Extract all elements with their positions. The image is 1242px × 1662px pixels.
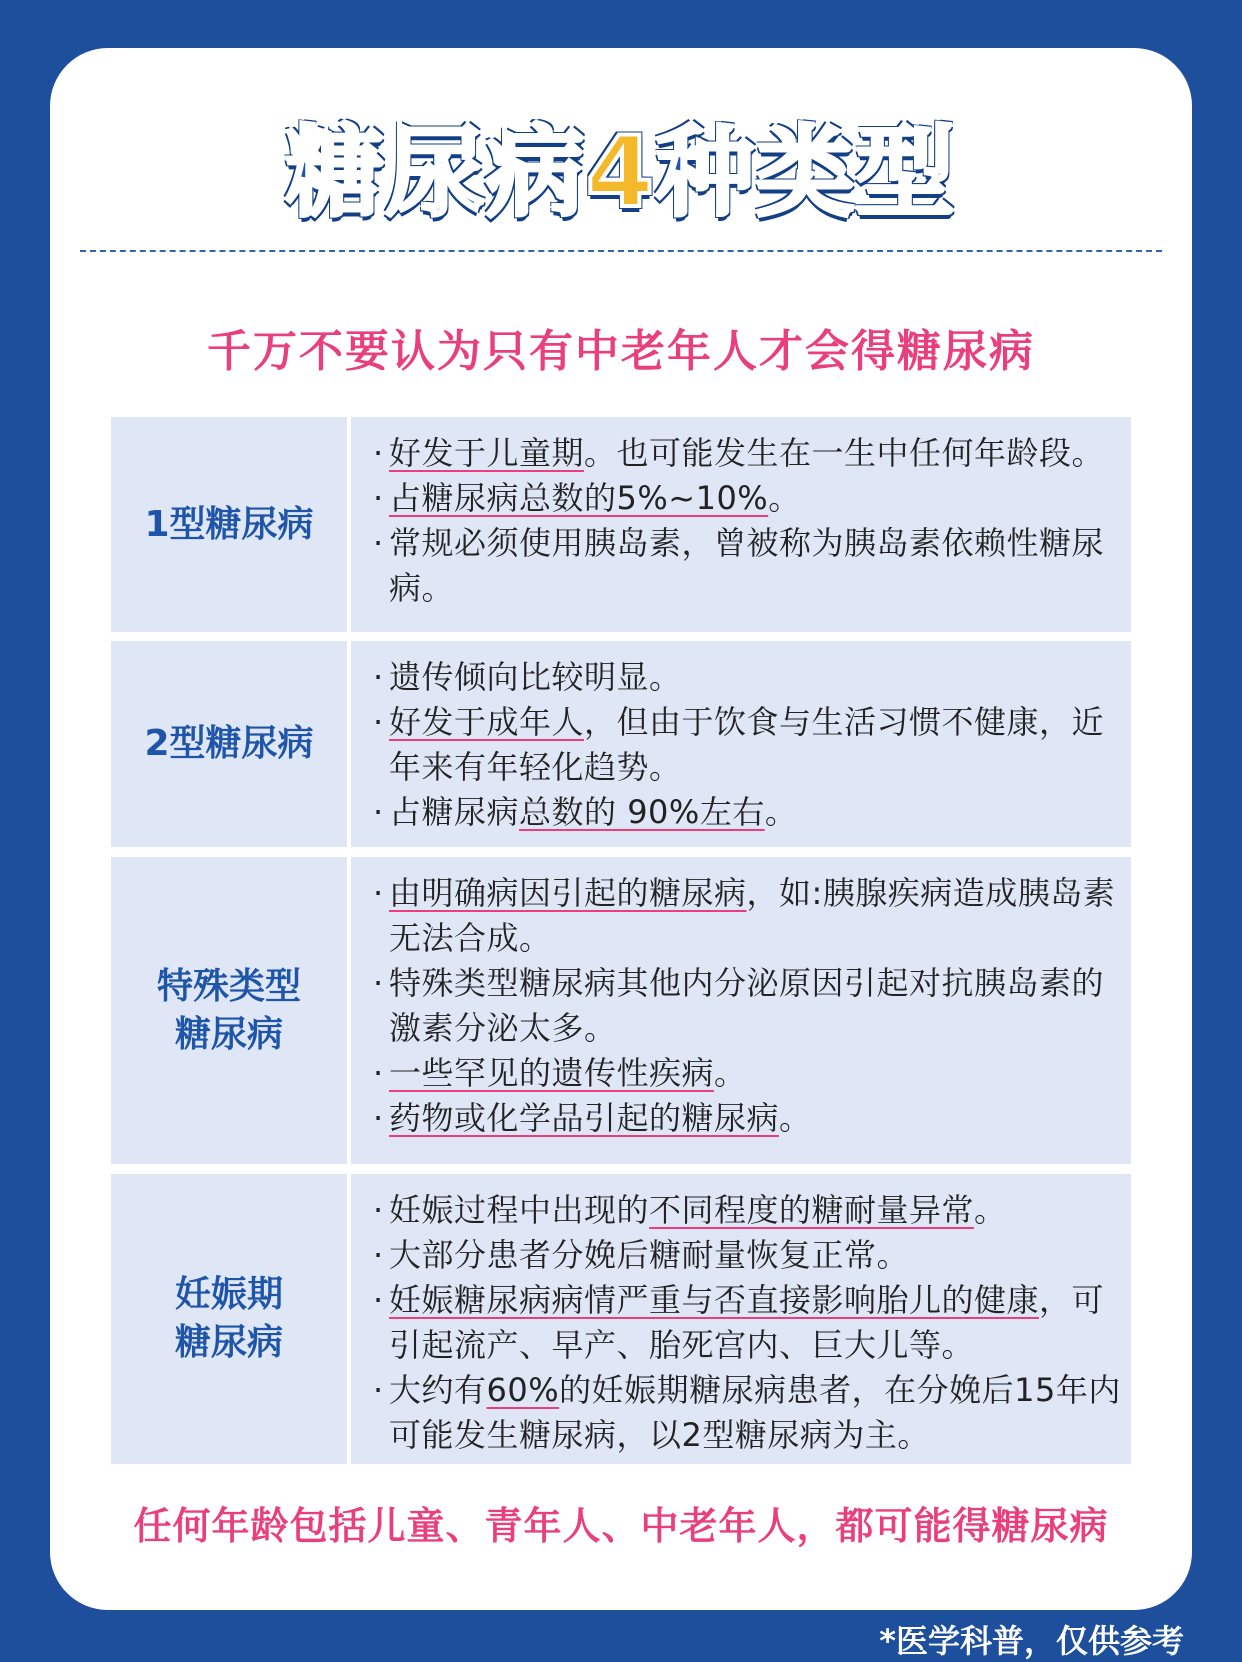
- highlight-text: 不同程度的糖耐量异常: [649, 1191, 975, 1229]
- bullet-item: · 遗传倾向比较明显。: [373, 658, 682, 696]
- highlight-text: 好发于成年人: [389, 703, 585, 741]
- type-row-1: [111, 417, 1131, 632]
- type-label-cell: [111, 857, 347, 1164]
- bullet-item: · 好发于儿童期。也可能发生在一生中任何年龄段。: [373, 434, 1105, 472]
- type-label-cell: [111, 1174, 347, 1464]
- highlight-text: 60%: [486, 1371, 560, 1409]
- bullet-item: · 占糖尿病总数的5%~10%。: [373, 479, 801, 517]
- bullet-item: · 由明确病因引起的糖尿病，如:胰腺疾病造成胰岛素无法合成。: [373, 874, 1116, 957]
- title-number: 4: [585, 116, 657, 230]
- type-description-cell: [351, 857, 1131, 1164]
- title-part-1: 糖尿病: [285, 116, 586, 230]
- type-description-cell: [351, 641, 1131, 847]
- bottom-message: 任何年龄包括儿童、青年人、中老年人，都可能得糖尿病: [133, 1504, 1109, 1548]
- highlight-text: 占糖尿病总数的5%~10%: [389, 479, 769, 517]
- bullet-item: · 好发于成年人，但由于饮食与生活习惯不健康，近年来有年轻化趋势。: [373, 703, 1105, 786]
- type-description-cell: [351, 417, 1131, 632]
- highlight-text: 药物或化学品引起的糖尿病: [389, 1099, 780, 1137]
- highlight-text: 好发于儿童期: [389, 434, 585, 472]
- type-label: 1型糖尿病: [144, 503, 314, 545]
- bullet-item: · 妊娠过程中出现的不同程度的糖耐量异常。: [373, 1191, 1007, 1229]
- bullet-item: · 妊娠糖尿病病情严重与否直接影响胎儿的健康，可引起流产、早产、胎死宫内、巨大儿等。: [373, 1281, 1105, 1364]
- type-label-cell: [111, 417, 347, 632]
- highlight-text: 由明确病因引起的糖尿病: [389, 874, 747, 912]
- highlight-text: 总数的 90%左右: [519, 793, 765, 831]
- page-title: [0, 118, 1242, 228]
- type-row-3: [111, 857, 1131, 1164]
- subtitle: 千万不要认为只有中老年人才会得糖尿病: [207, 326, 1035, 377]
- type-row-4: [111, 1174, 1131, 1464]
- dashed-divider: [80, 250, 1162, 252]
- bullet-item: · 药物或化学品引起的糖尿病。: [373, 1099, 812, 1137]
- type-label: 2型糖尿病: [144, 723, 314, 764]
- bullet-item: · 特殊类型糖尿病其他内分泌原因引起对抗胰岛素的激素分泌太多。: [373, 964, 1105, 1047]
- type-label-cell: [111, 641, 347, 847]
- footnote: *医学科普，仅供参考: [879, 1622, 1184, 1660]
- title-part-2: 种类型: [656, 116, 957, 230]
- highlight-text: 一些罕见的遗传性疾病: [389, 1054, 715, 1092]
- type-label: 特殊类型 糖尿病: [156, 965, 301, 1055]
- type-row-2: [111, 641, 1131, 847]
- bullet-item: · 占糖尿病总数的 90%左右。: [373, 793, 798, 831]
- highlight-text: 妊娠糖尿病病情严重与否直接影响胎儿的健康: [389, 1281, 1040, 1319]
- bullet-item: · 大约有60%的妊娠期糖尿病患者，在分娩后15年内可能发生糖尿病，以2型糖尿病为主。: [373, 1371, 1121, 1454]
- type-description-cell: [351, 1174, 1131, 1464]
- bullet-item: · 常规必须使用胰岛素，曾被称为胰岛素依赖性糖尿病。: [373, 524, 1105, 607]
- type-label: 妊娠期 糖尿病: [174, 1274, 283, 1363]
- bullet-item: · 大部分患者分娩后糖耐量恢复正常。: [373, 1236, 910, 1274]
- bullet-item: · 一些罕见的遗传性疾病。: [373, 1054, 747, 1092]
